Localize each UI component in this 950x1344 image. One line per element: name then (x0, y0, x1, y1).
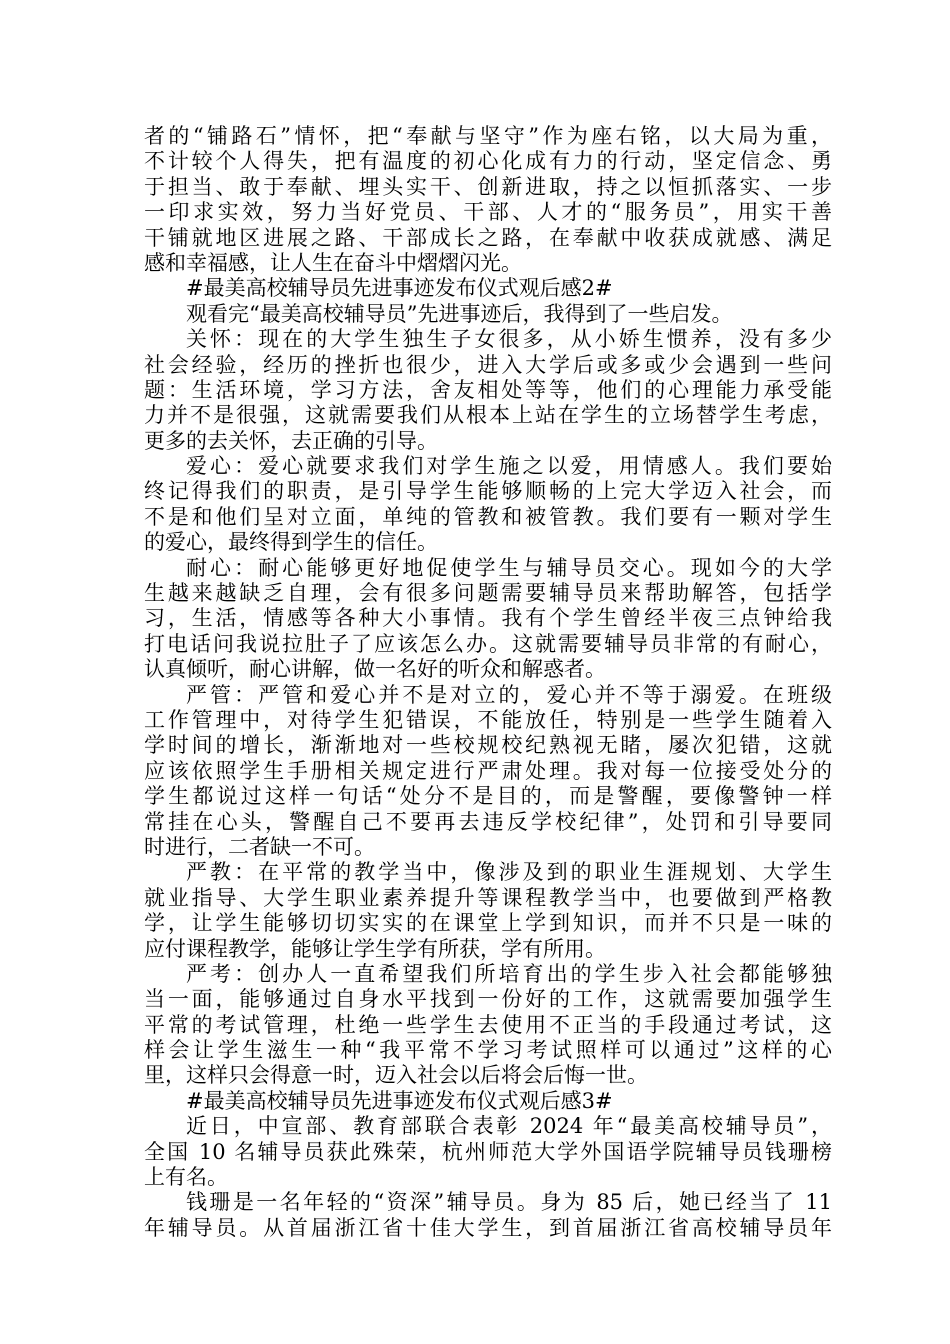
text-line: 更多的去关怀，去正确的引导。 (144, 428, 438, 453)
text-line: 题：生活环境，学习方法，舍友相处等等，他们的心理能力承受能 (144, 377, 832, 402)
text-line: 就业指导、大学生职业素养提升等课程教学当中，也要做到严格教 (144, 885, 832, 910)
text-line: 年辅导员。从首届浙江省十佳大学生，到首届浙江省高校辅导员年 (144, 1215, 832, 1240)
text-line: 认真倾听，耐心讲解，做一名好的听众和解惑者。 (144, 657, 606, 682)
text-line: #最美高校辅导员先进事迹发布仪式观后感3# (186, 1088, 613, 1113)
text-line: 时进行，二者缺一不可。 (144, 834, 375, 859)
text-line: #最美高校辅导员先进事迹发布仪式观后感2# (186, 276, 613, 301)
text-line: 干铺就地区进展之路、干部成长之路，在奉献中收获成就感、满足 (144, 225, 832, 250)
text-line: 样会让学生滋生一种“我平常不学习考试照样可以通过”这样的心 (144, 1038, 832, 1063)
text-line: 观看完“最美高校辅导员”先进事迹后，我得到了一些启发。 (186, 301, 733, 326)
text-line: 的爱心，最终得到学生的信任。 (144, 530, 438, 555)
text-line: 打电话问我说拉肚子了应该怎么办。这就需要辅导员非常的有耐心， (144, 631, 832, 656)
text-line: 感和幸福感，让人生在奋斗中熠熠闪光。 (144, 250, 522, 275)
text-line: 平常的考试管理，杜绝一些学生去使用不正当的手段通过考试，这 (144, 1012, 832, 1037)
text-line: 严管：严管和爱心并不是对立的，爱心并不等于溺爱。在班级 (186, 682, 832, 707)
text-line: 学生都说过这样一句话“处分不是目的，而是警醒，要像警钟一样 (144, 784, 832, 809)
text-line: 全国 10 名辅导员获此殊荣，杭州师范大学外国语学院辅导员钱珊榜 (144, 1139, 832, 1164)
text-line: 习，生活，情感等各种大小事情。我有个学生曾经半夜三点钟给我 (144, 606, 832, 631)
text-line: 不计较个人得失，把有温度的初心化成有力的行动，坚定信念、勇 (144, 149, 832, 174)
text-line: 关怀：现在的大学生独生子女很多，从小娇生惯养，没有多少 (186, 327, 832, 352)
text-line: 严教：在平常的教学当中，像涉及到的职业生涯规划、大学生 (186, 860, 832, 885)
text-line: 学，让学生能够切切实实的在课堂上学到知识，而并不只是一味的 (144, 911, 832, 936)
text-line: 常挂在心头，警醒自己不要再去违反学校纪律”，处罚和引导要同 (144, 809, 832, 834)
text-line: 应该依照学生手册相关规定进行严肃处理。我对每一位接受处分的 (144, 758, 832, 783)
text-line: 不是和他们呈对立面，单纯的管教和被管教。我们要有一颗对学生 (144, 504, 832, 529)
text-line: 力并不是很强，这就需要我们从根本上站在学生的立场替学生考虑， (144, 403, 832, 428)
text-line: 学时间的增长，渐渐地对一些校规校纪熟视无睹，屡次犯错，这就 (144, 733, 832, 758)
text-line: 近日，中宣部、教育部联合表彰 2024 年“最美高校辅导员”， (186, 1114, 832, 1139)
text-line: 爱心：爱心就要求我们对学生施之以爱，用情感人。我们要始 (186, 454, 832, 479)
text-line: 社会经验，经历的挫折也很少，进入大学后或多或少会遇到一些问 (144, 352, 832, 377)
text-line: 上有名。 (144, 1165, 228, 1190)
text-line: 严考：创办人一直希望我们所培育出的学生步入社会都能够独 (186, 961, 832, 986)
text-line: 工作管理中，对待学生犯错误，不能放任，特别是一些学生随着入 (144, 707, 832, 732)
text-line: 应付课程教学，能够让学生学有所获，学有所用。 (144, 936, 606, 961)
text-line: 当一面，能够通过自身水平找到一份好的工作，这就需要加强学生 (144, 987, 832, 1012)
text-line: 一印求实效，努力当好党员、干部、人才的“服务员”，用实干善 (144, 200, 832, 225)
text-line: 生越来越缺乏自理，会有很多问题需要辅导员来帮助解答，包括学 (144, 581, 832, 606)
text-line: 者的“铺路石”情怀，把“奉献与坚守”作为座右铭，以大局为重， (144, 124, 832, 148)
text-line: 于担当、敢于奉献、埋头实干、创新进取，持之以恒抓落实、一步 (144, 174, 832, 199)
document-page (144, 124, 832, 1241)
text-line: 里，这样只会得意一时，迈入社会以后将会后悔一世。 (144, 1063, 648, 1088)
text-line: 终记得我们的职责，是引导学生能够顺畅的上完大学迈入社会，而 (144, 479, 832, 504)
text-line: 耐心：耐心能够更好地促使学生与辅导员交心。现如今的大学 (186, 555, 832, 580)
text-line: 钱珊是一名年轻的“资深”辅导员。身为 85 后，她已经当了 11 (186, 1190, 832, 1215)
